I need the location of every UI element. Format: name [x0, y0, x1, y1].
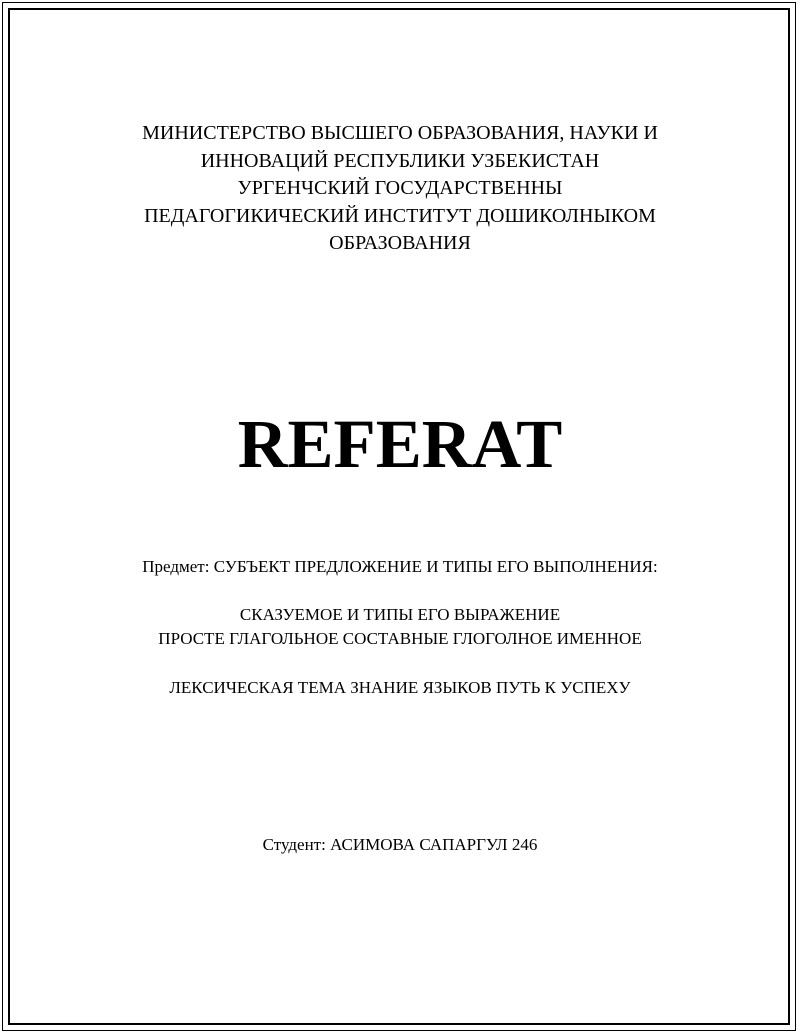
- institution-header: [0, 120, 800, 258]
- header-line-1: МИНИСТЕРСТВО ВЫСШЕГО ОБРАЗОВАНИЯ, НАУКИ И: [142, 122, 658, 144]
- document-title: REFERAT: [237, 406, 563, 482]
- student-line: [0, 834, 800, 856]
- header-line-2: ИННОВАЦИЙ РЕСПУБЛИКИ УЗБЕКИСТАН: [200, 149, 600, 172]
- topic-lexical: ЛЕКСИЧЕСКАЯ ТЕМА ЗНАНИЕ ЯЗЫКОВ ПУТЬ К УСПЕХУ: [169, 678, 631, 697]
- topic-types: ПРОСТЕ ГЛАГОЛЬНОЕ СОСТАВНЫЕ ГЛОГОЛНОЕ ИМЕННОЕ: [158, 629, 642, 648]
- header-line-5: ОБРАЗОВАНИЯ: [329, 232, 471, 254]
- subject-value: СУБЪЕКТ ПРЕДЛОЖЕНИЕ И ТИПЫ ЕГО ВЫПОЛНЕНИЯ:: [213, 557, 658, 576]
- student-value: АСИМОВА САПАРГУЛ 246: [330, 835, 538, 854]
- subject-line: [0, 556, 800, 578]
- topic-predicate: СКАЗУЕМОЕ И ТИПЫ ЕГО ВЫРАЖЕНИЕ: [239, 605, 561, 624]
- header-line-4: ПЕДАГОГИКИЧЕСКИЙ ИНСТИТУТ ДОШИКОЛНЫКОМ: [144, 204, 656, 227]
- student-label: Студент:: [262, 835, 326, 854]
- subject-label: Предмет:: [142, 557, 210, 576]
- header-line-3: УРГЕНЧСКИЙ ГОСУДАРСТВЕННЫ: [237, 177, 563, 199]
